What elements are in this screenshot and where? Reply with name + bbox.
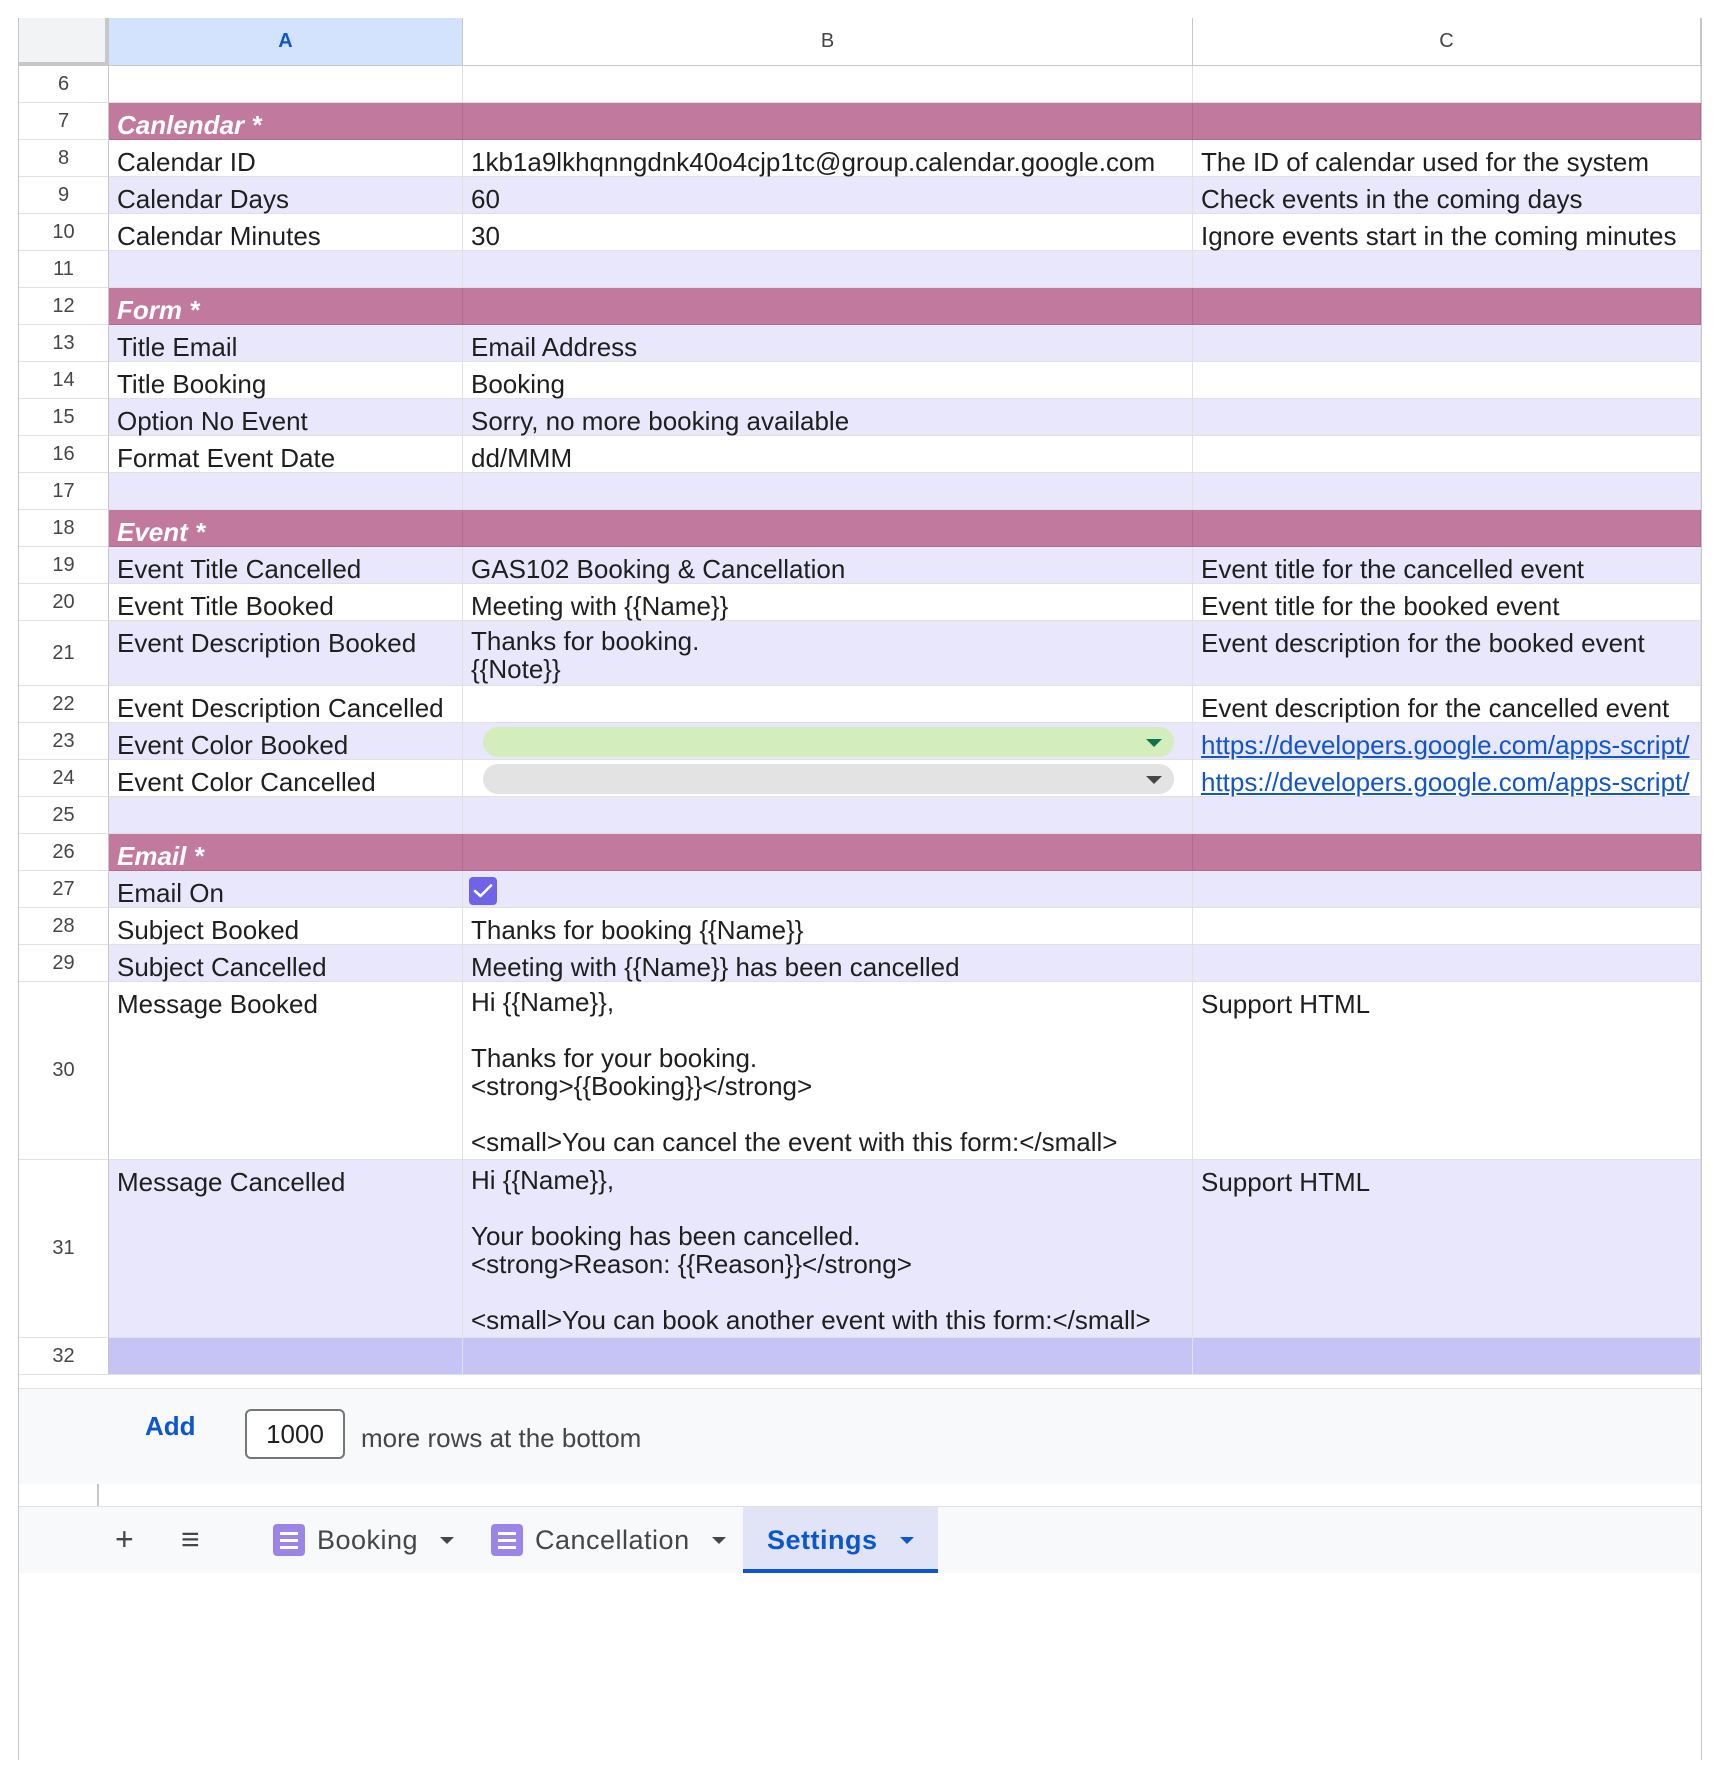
cell-c[interactable]: Event description for the booked event [1193, 621, 1701, 686]
row-header[interactable]: 22 [19, 686, 109, 723]
cell-c[interactable] [1193, 251, 1701, 288]
cell-b[interactable]: Meeting with {{Name}} [463, 584, 1193, 621]
table-row [19, 621, 1701, 686]
cell-a[interactable]: Email * [109, 834, 463, 871]
tab-label: Booking [317, 1524, 419, 1555]
row-header[interactable]: 18 [19, 510, 109, 547]
row-header[interactable]: 9 [19, 177, 109, 214]
cell-c[interactable] [1193, 908, 1701, 945]
cell-c-link[interactable]: https://developers.google.com/apps-script/ [1193, 760, 1701, 797]
table-row [19, 362, 1701, 399]
cell-c[interactable]: Event description for the cancelled event [1193, 686, 1701, 723]
cell-b[interactable] [463, 834, 1193, 871]
add-rows-label: more rows at the bottom [361, 1423, 642, 1453]
cell-a[interactable]: Calendar ID [109, 140, 463, 177]
cell-b[interactable]: 30 [463, 214, 1193, 251]
cell-b[interactable]: Thanks for booking {{Name}} [463, 908, 1193, 945]
table-row [19, 908, 1701, 945]
row-header[interactable]: 21 [19, 621, 109, 686]
row-header[interactable]: 7 [19, 103, 109, 140]
row-header[interactable]: 26 [19, 834, 109, 871]
cell-a[interactable] [109, 473, 463, 510]
section-header-row [19, 103, 1701, 140]
column-header-a[interactable]: A [109, 18, 463, 66]
cell-b[interactable] [463, 686, 1193, 723]
cell-b[interactable]: dd/MMM [463, 436, 1193, 473]
cell-c[interactable] [1193, 871, 1701, 908]
cell-c[interactable] [1193, 325, 1701, 362]
cell-b[interactable] [463, 1338, 1193, 1375]
row-header[interactable]: 16 [19, 436, 109, 473]
cell-b[interactable] [463, 288, 1193, 325]
row-header[interactable]: 20 [19, 584, 109, 621]
cell-a[interactable]: Message Cancelled [109, 1160, 463, 1338]
cell-b[interactable] [463, 760, 1193, 797]
table-row [19, 473, 1701, 510]
row-header[interactable]: 32 [19, 1338, 109, 1375]
form-icon [273, 1524, 305, 1556]
table-row [19, 436, 1701, 473]
cell-c[interactable]: Support HTML [1193, 1160, 1701, 1338]
row-header[interactable]: 11 [19, 251, 109, 288]
add-rows-bar [19, 1388, 1701, 1485]
section-header-row [19, 288, 1701, 325]
table-row [19, 547, 1701, 584]
row-header[interactable]: 14 [19, 362, 109, 399]
cell-a[interactable]: Option No Event [109, 399, 463, 436]
cell-a[interactable] [109, 66, 463, 103]
row-header[interactable]: 17 [19, 473, 109, 510]
cell-a[interactable]: Calendar Days [109, 177, 463, 214]
cell-a[interactable]: Event Description Booked [109, 621, 463, 686]
cell-b[interactable] [463, 103, 1193, 140]
cell-b[interactable] [463, 66, 1193, 103]
cell-a[interactable]: Event * [109, 510, 463, 547]
cell-a[interactable]: Email On [109, 871, 463, 908]
row-header[interactable]: 19 [19, 547, 109, 584]
row-header[interactable]: 27 [19, 871, 109, 908]
cell-b[interactable]: Sorry, no more booking available [463, 399, 1193, 436]
column-header-row [19, 18, 1701, 66]
tab-cancellation[interactable] [491, 1507, 726, 1573]
column-header-b[interactable]: B [463, 18, 1193, 66]
select-all-corner[interactable] [19, 18, 109, 66]
cell-c[interactable] [1193, 1338, 1701, 1375]
tab-label: Cancellation [535, 1524, 690, 1555]
section-header-row [19, 510, 1701, 547]
cell-c[interactable] [1193, 510, 1701, 547]
table-row [19, 871, 1701, 908]
table-row [19, 945, 1701, 982]
cell-c[interactable] [1193, 103, 1701, 140]
table-row [19, 1338, 1701, 1375]
cell-a[interactable] [109, 797, 463, 834]
tab-menu-arrow-icon[interactable] [712, 1537, 726, 1544]
cell-c[interactable]: Check events in the coming days [1193, 177, 1701, 214]
rows-count-input[interactable]: 1000 [245, 1409, 345, 1459]
column-header-c[interactable]: C [1193, 18, 1701, 66]
row-header[interactable]: 25 [19, 797, 109, 834]
cell-a[interactable]: Subject Cancelled [109, 945, 463, 982]
color-dropdown-chip[interactable] [483, 727, 1174, 757]
cell-c[interactable]: Event title for the cancelled event [1193, 547, 1701, 584]
row-header[interactable]: 31 [19, 1160, 109, 1338]
checkmark-icon [473, 883, 493, 899]
table-row [19, 399, 1701, 436]
add-sheet-icon[interactable]: + [115, 1521, 134, 1557]
cell-b[interactable]: Hi {{Name}}, Thanks for your booking. <strong>{{Booking}}</strong> <small>You can cancel the event with this form:</small> [463, 982, 1193, 1160]
table-row [19, 325, 1701, 362]
row-header[interactable]: 13 [19, 325, 109, 362]
cell-c[interactable]: The ID of calendar used for the system [1193, 140, 1701, 177]
tab-settings[interactable] [743, 1507, 938, 1573]
color-dropdown-chip[interactable] [483, 764, 1174, 794]
cell-c[interactable] [1193, 288, 1701, 325]
tab-menu-arrow-icon[interactable] [440, 1537, 454, 1544]
cell-c[interactable]: Ignore events start in the coming minutes [1193, 214, 1701, 251]
cell-b[interactable] [463, 251, 1193, 288]
table-row [19, 251, 1701, 288]
tab-menu-arrow-icon[interactable] [900, 1537, 914, 1544]
cell-a[interactable]: Event Color Booked [109, 723, 463, 760]
cell-c[interactable]: Event title for the booked event [1193, 584, 1701, 621]
cell-a[interactable]: Event Title Cancelled [109, 547, 463, 584]
add-rows-button[interactable]: Add [145, 1411, 196, 1441]
cell-b[interactable]: GAS102 Booking & Cancellation [463, 547, 1193, 584]
cell-b[interactable]: Email Address [463, 325, 1193, 362]
row-header[interactable]: 15 [19, 399, 109, 436]
cell-c[interactable] [1193, 362, 1701, 399]
cell-a[interactable]: Calendar Minutes [109, 214, 463, 251]
cell-b[interactable] [463, 871, 1193, 908]
cell-a[interactable] [109, 251, 463, 288]
row-header[interactable]: 10 [19, 214, 109, 251]
spreadsheet-frame [18, 18, 1702, 1760]
cell-a[interactable]: Form * [109, 288, 463, 325]
email-on-checkbox[interactable] [469, 877, 497, 905]
table-row [19, 584, 1701, 621]
row-header[interactable]: 23 [19, 723, 109, 760]
dropdown-arrow-icon [1146, 739, 1162, 747]
cell-c[interactable] [1193, 797, 1701, 834]
cell-b[interactable] [463, 797, 1193, 834]
cell-a[interactable]: Message Booked [109, 982, 463, 1160]
cell-a[interactable]: Event Color Cancelled [109, 760, 463, 797]
cell-a[interactable] [109, 1338, 463, 1375]
table-row [19, 797, 1701, 834]
table-row [19, 982, 1701, 1160]
cell-c[interactable] [1193, 945, 1701, 982]
table-row [19, 214, 1701, 251]
all-sheets-menu-icon[interactable]: ≡ [181, 1521, 200, 1557]
table-row [19, 140, 1701, 177]
cell-b[interactable]: Meeting with {{Name}} has been cancelled [463, 945, 1193, 982]
cell-a[interactable]: Subject Booked [109, 908, 463, 945]
dropdown-arrow-icon [1146, 776, 1162, 784]
table-row [19, 723, 1701, 760]
tab-label: Settings [767, 1524, 878, 1555]
table-row [19, 686, 1701, 723]
tab-booking[interactable] [273, 1507, 454, 1573]
row-header[interactable]: 12 [19, 288, 109, 325]
cell-a[interactable]: Title Email [109, 325, 463, 362]
cell-c[interactable]: Support HTML [1193, 982, 1701, 1160]
cell-b[interactable]: Hi {{Name}}, Your booking has been cancelled. <strong>Reason: {{Reason}}</strong> <small>You can book another event with this form:</small> [463, 1160, 1193, 1338]
cell-b[interactable] [463, 510, 1193, 547]
table-row [19, 66, 1701, 103]
section-header-row [19, 834, 1701, 871]
cell-c[interactable] [1193, 834, 1701, 871]
cell-a[interactable]: Canlendar * [109, 103, 463, 140]
table-row [19, 177, 1701, 214]
cell-c[interactable] [1193, 399, 1701, 436]
cell-b[interactable] [463, 723, 1193, 760]
cell-c-link[interactable]: https://developers.google.com/apps-script/ [1193, 723, 1701, 760]
cell-a[interactable]: Format Event Date [109, 436, 463, 473]
form-icon [491, 1524, 523, 1556]
grid-footer [19, 1484, 1701, 1506]
sheet-tab-bar [19, 1506, 1701, 1573]
row-header[interactable]: 28 [19, 908, 109, 945]
table-row [19, 760, 1701, 797]
table-row [19, 1160, 1701, 1338]
cell-b[interactable]: 60 [463, 177, 1193, 214]
cell-b[interactable]: Thanks for booking. {{Note}} [463, 621, 1193, 686]
row-header[interactable]: 6 [19, 66, 109, 103]
row-header[interactable]: 24 [19, 760, 109, 797]
cell-a[interactable]: Event Description Cancelled [109, 686, 463, 723]
cell-c[interactable] [1193, 473, 1701, 510]
row-header[interactable]: 29 [19, 945, 109, 982]
cell-c[interactable] [1193, 436, 1701, 473]
cell-c[interactable] [1193, 66, 1701, 103]
row-header[interactable]: 8 [19, 140, 109, 177]
cell-a[interactable]: Event Title Booked [109, 584, 463, 621]
cell-b[interactable]: Booking [463, 362, 1193, 399]
row-header[interactable]: 30 [19, 982, 109, 1160]
cell-b[interactable] [463, 473, 1193, 510]
cell-a[interactable]: Title Booking [109, 362, 463, 399]
cell-b[interactable]: 1kb1a9lkhqnngdnk40o4cjp1tc@group.calendar.google.com [463, 140, 1193, 177]
